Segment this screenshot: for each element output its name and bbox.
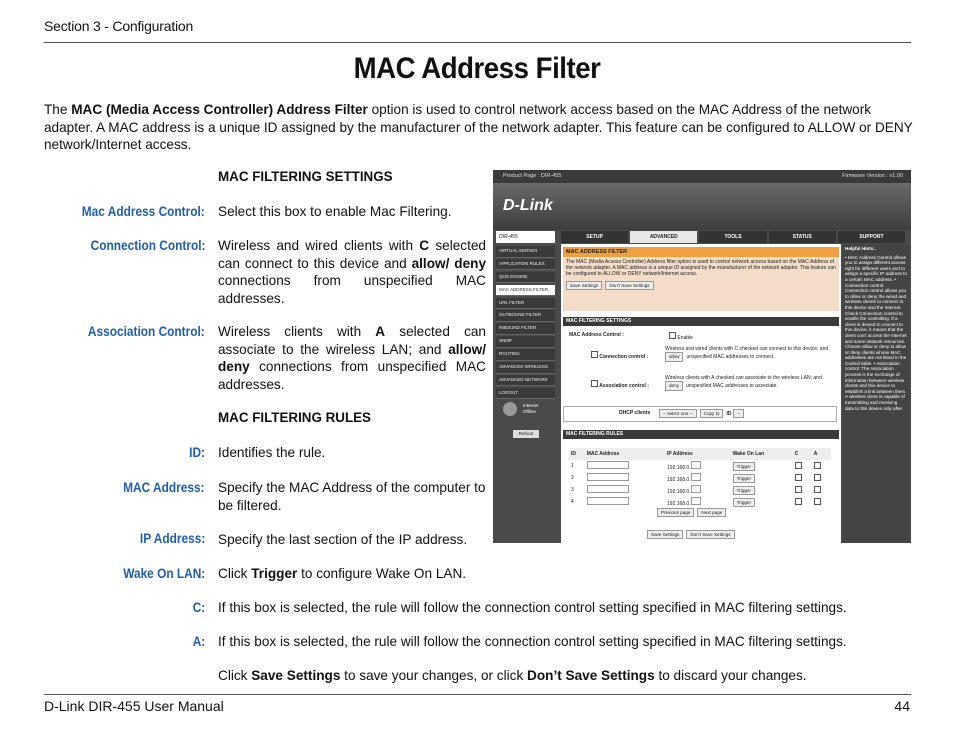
c-label: C: <box>192 600 205 615</box>
sidebar-item-active[interactable]: MAC ADDRESS FILTER <box>496 285 555 297</box>
conn-control-checkbox[interactable] <box>591 351 598 358</box>
sidebar-item[interactable]: VIRTUAL SERVER <box>496 246 555 258</box>
screenshot-sidebar <box>496 246 555 401</box>
col-mac: MAC Address <box>585 448 665 460</box>
sidebar-item[interactable]: INBOUND FILTER <box>496 323 555 335</box>
sidebar-item[interactable]: APPLICATION RULES <box>496 259 555 271</box>
enable-checkbox[interactable] <box>669 332 676 339</box>
a-checkbox[interactable] <box>814 486 821 493</box>
trigger-button[interactable]: Trigger <box>733 462 755 471</box>
conn-allow-select[interactable]: allow <box>665 352 683 362</box>
conn-control-desc: Wireless and wired clients with C selected can connect to this device and allow/ deny connections from unspecified MAC addresses. <box>218 238 487 306</box>
table-row <box>569 496 831 508</box>
sidebar-item[interactable]: ROUTING <box>496 349 555 361</box>
col-c: C <box>793 448 812 460</box>
col-a: A <box>812 448 831 460</box>
dhcp-label: DHCP clients <box>619 410 651 416</box>
row-ip: 192.168.0. <box>666 477 691 483</box>
mac-input[interactable] <box>587 497 629 505</box>
row-id: 1 <box>571 463 574 469</box>
intro-box-text: The MAC (Media Access Controller) Address filter option is used to control network access based on the MAC Address of the network adapter. A MAC address is a unique ID assigned by the manufacturer of the network adapter. This feature can be configured to ALLOW or DENY network/Internet access. <box>566 259 836 277</box>
screenshot-topbar <box>493 170 911 183</box>
c-checkbox[interactable] <box>795 498 802 505</box>
col-wol: Wake On Lan <box>731 448 793 460</box>
sidebar-item[interactable]: LOGOUT <box>496 388 555 400</box>
dhcp-select[interactable]: -- select one -- <box>659 409 697 418</box>
mac-input[interactable] <box>587 473 629 481</box>
id-label: ID: <box>189 445 205 460</box>
footer-page-number: 44 <box>894 698 910 714</box>
section-header: Section 3 - Configuration <box>44 18 194 34</box>
row-id: 3 <box>571 487 574 493</box>
table-header-row <box>569 448 831 460</box>
save-settings-button-bottom[interactable]: Save Settings <box>647 530 683 539</box>
tab-advanced[interactable]: ADVANCED <box>630 231 697 243</box>
col-ip: IP Address <box>665 448 731 460</box>
mac-control-text: MAC Address Control : <box>569 332 624 338</box>
sidebar-item[interactable]: QOS ENGINE <box>496 272 555 284</box>
assoc-control-text: Association control : <box>599 383 649 389</box>
sidebar-item[interactable]: URL FILTER <box>496 298 555 310</box>
id-select[interactable]: -- <box>733 409 744 418</box>
row-ip: 192.168.0. <box>666 489 691 495</box>
ip-address-desc: Specify the last section of the IP address. <box>218 532 468 547</box>
conn-control-text: Connection control : <box>599 354 649 360</box>
internet-status: Internet Offline <box>523 403 539 414</box>
row-id: 4 <box>571 499 574 505</box>
page-title: MAC Address Filter <box>353 52 601 85</box>
assoc-control-desc: Wireless clients with A selected can associate to the wireless LAN; and allow/ deny connections from unspecified MAC addresses. <box>218 324 486 392</box>
dont-save-button-bottom[interactable]: Don't Save Settings <box>686 530 734 539</box>
conn-control-label: Connection Control: <box>90 238 205 253</box>
table-row <box>569 460 831 472</box>
mac-control-desc: Select this box to enable Mac Filtering. <box>218 204 452 219</box>
intro-prefix: The <box>44 102 72 117</box>
ip-input[interactable] <box>691 497 701 505</box>
help-title: Helpful Hints.. <box>845 246 876 251</box>
tab-status[interactable]: STATUS <box>769 231 836 243</box>
dlink-logo: D-Link <box>503 197 553 214</box>
id-desc: Identifies the rule. <box>218 445 326 460</box>
copy-to-button[interactable]: Copy to <box>700 409 724 418</box>
row-ip: 192.168.0. <box>666 501 691 507</box>
assoc-control-checkbox[interactable] <box>591 380 598 387</box>
mac-input[interactable] <box>587 485 629 493</box>
top-divider <box>44 42 911 43</box>
mac-control-label: Mac Address Control: <box>81 204 205 219</box>
c-checkbox[interactable] <box>795 462 802 469</box>
c-checkbox[interactable] <box>795 486 802 493</box>
rules-table <box>569 448 831 508</box>
sidebar-item[interactable]: SNMP <box>496 336 555 348</box>
tab-setup[interactable]: SETUP <box>561 231 628 243</box>
col-id: ID <box>569 448 585 460</box>
ip-address-label: IP Address: <box>139 531 205 546</box>
ip-input[interactable] <box>691 461 701 469</box>
sidebar-item[interactable]: ADVANCED NETWORK <box>496 375 555 387</box>
footer-manual: D-Link DIR-455 User Manual <box>44 698 224 714</box>
wol-desc: Click Trigger to configure Wake On LAN. <box>218 566 467 581</box>
ip-input[interactable] <box>691 473 701 481</box>
tab-support[interactable]: SUPPORT <box>838 231 905 243</box>
dont-save-button[interactable]: Don't Save Settings <box>605 281 653 290</box>
screenshot-tabs <box>561 231 907 243</box>
sidebar-item[interactable]: OUTBOUND FILTER <box>496 310 555 322</box>
mac-input[interactable] <box>587 461 629 469</box>
c-desc: If this box is selected, the rule will follow the connection control setting specified in MAC filtering settings. <box>218 600 847 615</box>
helpful-hints-panel <box>843 244 909 543</box>
trigger-button[interactable]: Trigger <box>733 498 755 507</box>
conn-control-explain: Wireless and wired clients with C checked can connect to this device; and allow unspecified MAC addresses to connect. <box>665 346 829 360</box>
a-label: A: <box>192 634 205 649</box>
router-screenshot <box>493 170 911 543</box>
mac-address-label: MAC Address: <box>123 480 205 495</box>
firmware-text: Firmware Version : v1.00 <box>842 173 903 179</box>
rules-heading: MAC FILTERING RULES <box>218 410 371 425</box>
ip-input[interactable] <box>691 485 701 493</box>
previous-page-button[interactable]: Previous page <box>657 508 694 517</box>
settings-heading: MAC FILTERING SETTINGS <box>218 169 393 184</box>
save-desc: Click Save Settings to save your changes, or click Don’t Save Settings to discard your changes. <box>218 668 807 683</box>
trigger-button[interactable]: Trigger <box>733 486 755 495</box>
intro-suffix: option is used to control network access based on the MAC Address of the network adapter. A MAC address is a unique ID assigned by the manufacturer of the network adapter. This feature can be configured to ALLOW or DENY network/Internet access. <box>44 102 913 152</box>
save-settings-button[interactable]: Save Settings <box>566 281 602 290</box>
sidebar-item[interactable]: ADVANCED WIRELESS <box>496 362 555 374</box>
assoc-deny-select[interactable]: deny <box>665 381 683 391</box>
table-row <box>569 472 831 484</box>
screenshot-banner <box>493 183 911 230</box>
next-page-button[interactable]: Next page <box>697 508 726 517</box>
rules-section-title: MAC FILTERING RULES <box>563 430 839 439</box>
globe-icon <box>503 402 517 416</box>
intro-box-title: MAC ADDRESS FILTER <box>563 247 839 257</box>
assoc-control-label: Association Control: <box>88 324 205 339</box>
trigger-button[interactable]: Trigger <box>733 474 755 483</box>
mac-address-desc: Specify the MAC Address of the computer to be filtered. <box>218 480 486 513</box>
settings-section-title: MAC FILTERING SETTINGS <box>563 317 839 326</box>
assoc-control-explain: Wireless clients with A checked can associate to the wireless LAN; and deny unspecified MAC addresses to associate. <box>665 375 822 389</box>
bottom-divider <box>44 694 911 695</box>
id-select-label: ID <box>726 411 732 417</box>
c-checkbox[interactable] <box>795 474 802 481</box>
help-text: • MAC Address Control allows you to assign different access right for different users and to assign a specific IP address to a certain MAC address. • Connection control: Connection control allows you to allow or deny the wired and wireless clients to connect to this device and the Internet. Check Connection control to enable the controlling. If a client is denied to connect to this device, it means that the client can't access the Internet and some network resources. Choose allow or deny to allow or deny clients whose MAC addresses are not listed in the Control table. • Association control: The Association process is the exchange of information between wireless clients and this device to establish a link between them. A wireless client is capable of transmitting and receiving data to this device only after <box>845 254 907 411</box>
enable-label: Enable <box>677 335 693 341</box>
row-ip: 192.168.0. <box>666 465 691 471</box>
tab-tools[interactable]: TOOLS <box>699 231 766 243</box>
wol-label: Wake On LAN: <box>122 566 205 581</box>
intro-paragraph <box>44 101 914 154</box>
screenshot-main <box>561 244 841 543</box>
row-id: 2 <box>571 475 574 481</box>
intro-bold: MAC (Media Access Controller) Address Filter <box>71 102 368 117</box>
a-checkbox[interactable] <box>814 474 821 481</box>
intro-box <box>563 247 839 311</box>
a-checkbox[interactable] <box>814 462 821 469</box>
reboot-button[interactable]: Reboot <box>513 430 539 438</box>
model-badge: DIR-455 <box>496 231 555 243</box>
table-row <box>569 484 831 496</box>
a-desc: If this box is selected, the rule will follow the connection control setting specified in MAC filtering settings. <box>218 634 847 649</box>
product-page-text: Product Page : DIR-455 <box>503 173 562 179</box>
a-checkbox[interactable] <box>814 498 821 505</box>
